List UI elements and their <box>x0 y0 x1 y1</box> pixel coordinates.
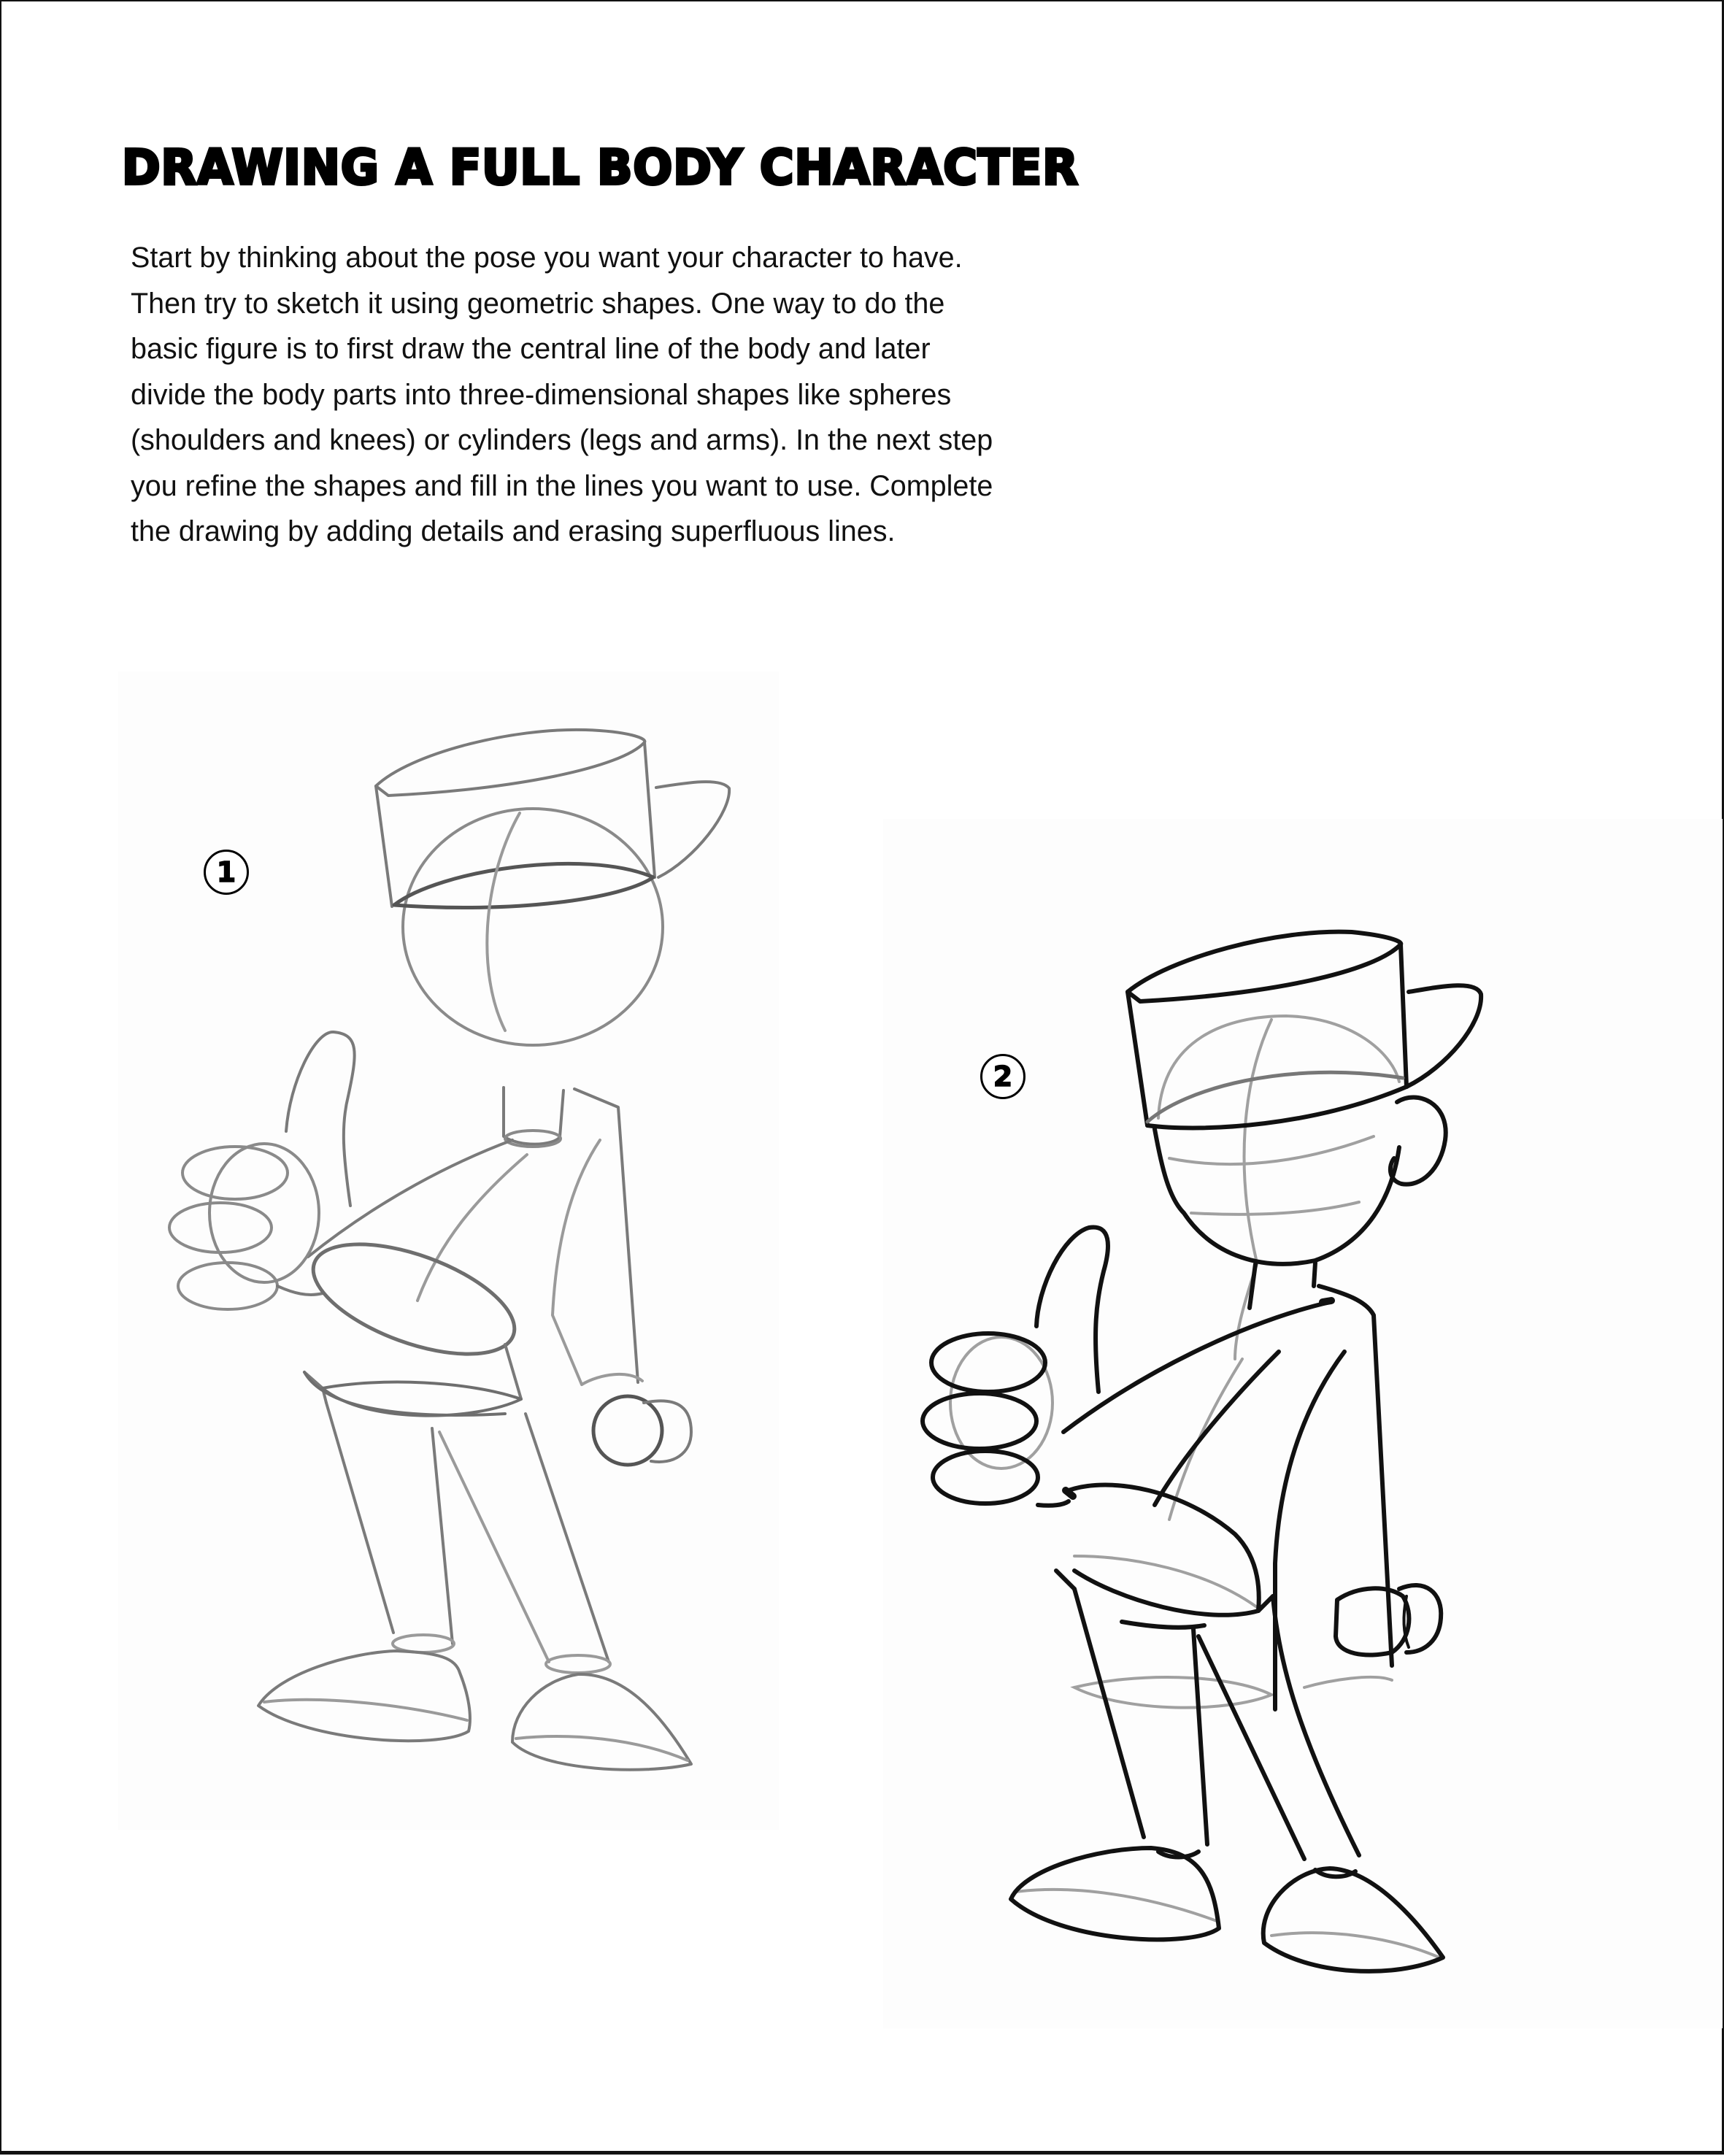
hat-brim-back <box>1147 1072 1403 1122</box>
collar-accent <box>1323 1301 1331 1302</box>
finger-3 <box>933 1451 1038 1504</box>
neck-right <box>1314 1263 1315 1286</box>
left-leg-inner <box>1193 1629 1207 1844</box>
thumb <box>1036 1227 1108 1392</box>
right-arm-guide <box>1304 1677 1392 1687</box>
intro-line: Start by thinking about the pose you want your character to have. <box>131 242 963 274</box>
right-arm-inner <box>1275 1352 1344 1709</box>
pants-crotch <box>1122 1622 1204 1628</box>
finger-2 <box>923 1393 1036 1449</box>
left-leg-outer <box>1074 1589 1144 1837</box>
page-title: DRAWING A FULL BODY CHARACTER <box>122 139 1079 196</box>
sleeve-joint-accent <box>1066 1490 1073 1496</box>
neck <box>1250 1264 1255 1308</box>
torso-guide <box>1169 1359 1242 1520</box>
intro-line: basic figure is to first draw the central line of the body and later <box>131 333 931 365</box>
hat-side-left <box>1128 992 1147 1125</box>
face-guide-1 <box>1169 1136 1374 1164</box>
intro-line: (shoulders and knees) or cylinders (legs and arms). In the next step <box>131 424 993 456</box>
finger-1 <box>931 1333 1045 1392</box>
hat-side-right <box>1401 944 1406 1087</box>
hat-visor <box>1406 985 1481 1087</box>
intro-line: Then try to sketch it using geometric shapes. One way to do the <box>131 287 945 320</box>
pants-left <box>1056 1571 1074 1589</box>
right-fist <box>1336 1588 1409 1655</box>
foot-sole-guide-left <box>1016 1890 1217 1921</box>
head-outline <box>1155 1129 1399 1264</box>
foot-sole-guide-right <box>1271 1933 1439 1957</box>
right-leg-inner <box>1198 1636 1304 1859</box>
belly-guide <box>1074 1556 1257 1607</box>
intro-line: the drawing by adding details and erasing superfluous lines. <box>131 515 896 547</box>
hat-brim <box>1147 1087 1406 1128</box>
intro-line: divide the body parts into three-dimensional shapes like spheres <box>131 378 952 411</box>
left-arm-sleeve-top <box>1063 1302 1330 1432</box>
left-arm-sleeve-bottom <box>1155 1352 1279 1505</box>
hand-wrist <box>1038 1501 1069 1506</box>
ear <box>1390 1097 1446 1184</box>
head-center-guide <box>1244 1020 1271 1263</box>
step-number-badge: 2 <box>980 1054 1025 1099</box>
right-arm-outer <box>1319 1286 1392 1666</box>
step-number-badge: 1 <box>204 850 249 895</box>
belly-outline <box>1069 1485 1259 1615</box>
hat-top-outline <box>1128 932 1401 1001</box>
intro-line: you refine the shapes and fill in the lines you want to use. Complete <box>131 469 993 502</box>
step-2-sketch <box>1 1 1724 2156</box>
right-foot <box>1263 1868 1443 1971</box>
face-guide-2 <box>1191 1202 1359 1214</box>
